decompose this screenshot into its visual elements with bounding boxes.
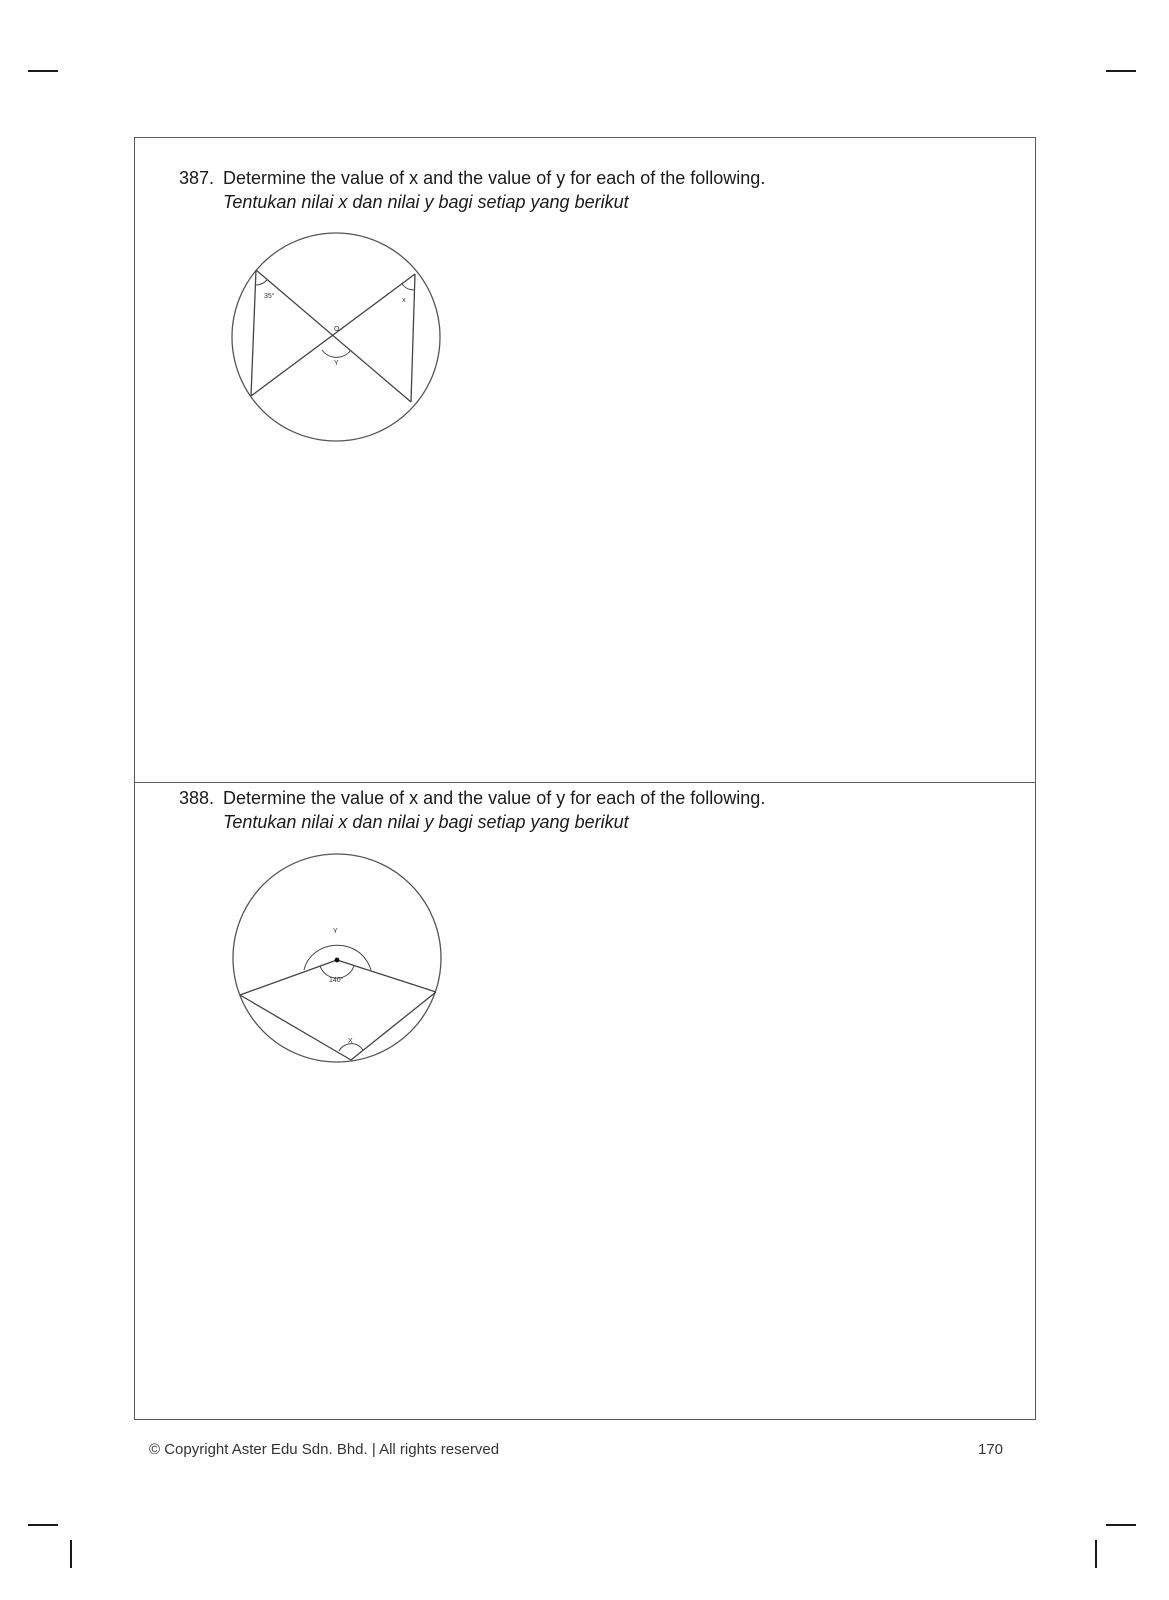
section-divider: [135, 782, 1035, 783]
question-387: [179, 166, 765, 214]
figure-387-circle: [231, 232, 443, 444]
circle-outline: [232, 233, 440, 441]
figure-388-circle: [231, 852, 443, 1064]
figure-388-svg: [231, 852, 443, 1064]
angle-arc-x: [402, 284, 415, 290]
question-translation: Tentukan nilai x dan nilai y bagi setiap yang berikut: [223, 192, 629, 212]
crop-mark-bottom-left: [28, 1524, 58, 1526]
angle-label-y: Y: [333, 928, 338, 935]
figure-387-svg: [231, 232, 443, 444]
angle-label-35: 35°: [264, 293, 275, 300]
angle-label-x: x: [402, 297, 406, 304]
crop-mark-bottom-right-vertical: [1095, 1540, 1097, 1568]
question-line: [179, 166, 765, 190]
angle-arc-y: [322, 350, 351, 357]
angle-arc-35: [256, 280, 267, 285]
chord-left: [240, 995, 351, 1060]
radius-left: [240, 960, 337, 995]
diameter-line-1: [256, 270, 411, 402]
angle-label-y: Y: [334, 360, 339, 367]
crop-mark-bottom-left-vertical: [70, 1540, 72, 1568]
crop-mark-bottom-right: [1106, 1524, 1136, 1526]
center-point: [335, 958, 340, 963]
question-line: [179, 786, 765, 810]
question-number: 387.: [179, 168, 215, 188]
angle-arc-y: [304, 945, 371, 970]
crop-mark-top-right: [1106, 70, 1136, 72]
angle-label-x: X: [348, 1038, 353, 1045]
worksheet-frame: [134, 137, 1036, 1420]
chord-right: [411, 274, 415, 402]
center-label-o: O: [334, 326, 340, 333]
angle-label-140: 140°: [329, 977, 344, 984]
footer-page-number: 170: [978, 1441, 1004, 1458]
radius-right: [337, 960, 436, 992]
question-text: Determine the value of x and the value of y for each of the following.: [223, 168, 766, 188]
chord-left: [251, 270, 256, 396]
question-number: 388.: [179, 788, 215, 808]
chord-right: [351, 992, 436, 1060]
footer-copyright: © Copyright Aster Edu Sdn. Bhd. | All rights reserved: [149, 1441, 500, 1458]
question-388: [179, 786, 765, 834]
crop-mark-top-left: [28, 70, 58, 72]
question-text: Determine the value of x and the value of y for each of the following.: [223, 788, 766, 808]
question-translation: Tentukan nilai x dan nilai y bagi setiap yang berikut: [223, 812, 629, 832]
diameter-line-2: [251, 274, 415, 396]
